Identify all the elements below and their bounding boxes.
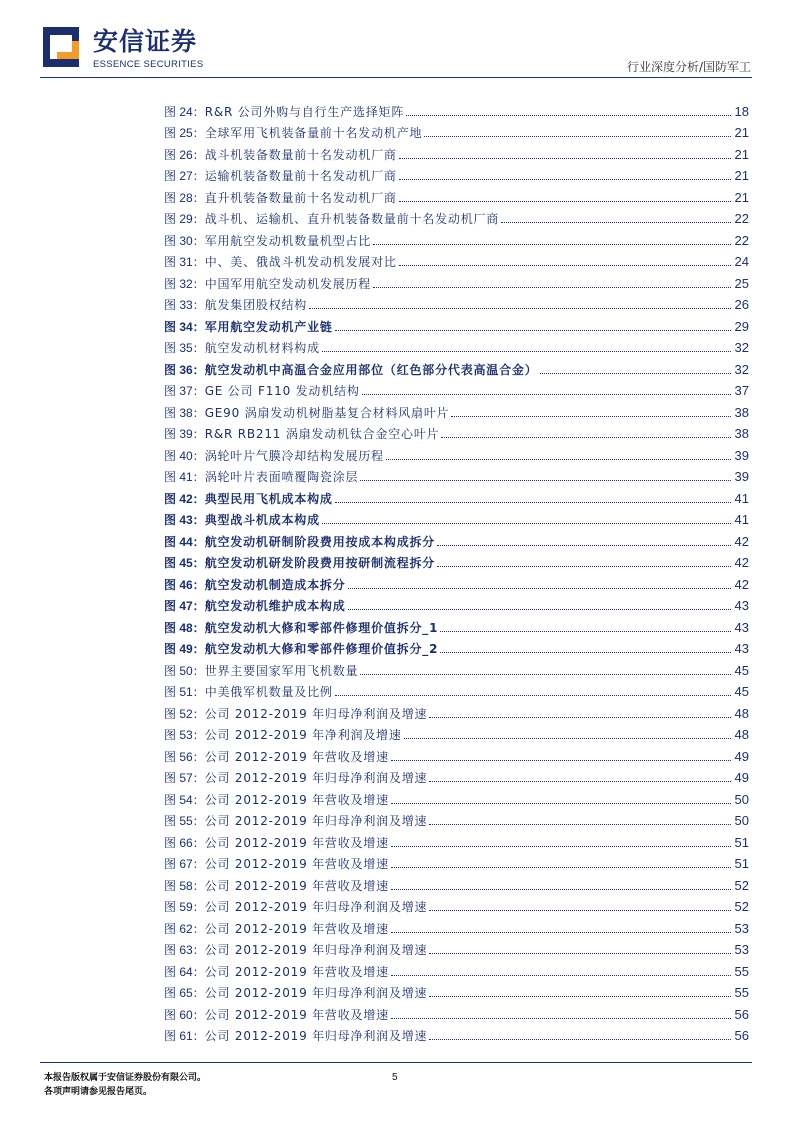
figure-page-number: 25 (734, 275, 749, 291)
figure-number: 图 61： (164, 1029, 205, 1043)
figure-number: 图 51： (164, 685, 205, 699)
figure-page-number: 45 (734, 662, 749, 678)
toc-row[interactable] (164, 269, 749, 291)
figure-page-number: 38 (734, 426, 749, 441)
figure-number: 图 63： (164, 943, 205, 957)
toc-row[interactable] (164, 183, 749, 205)
toc-entry-label (164, 363, 540, 377)
figure-number: 图 26： (164, 147, 205, 162)
figure-number: 图 25： (164, 126, 205, 140)
figure-page-number: 52 (734, 899, 749, 914)
toc-entry-label (164, 685, 335, 699)
footer-divider (40, 1062, 752, 1063)
toc-entry-label (164, 793, 391, 807)
figure-page-number: 18 (734, 103, 749, 119)
figure-page-number: 50 (734, 813, 749, 828)
toc-row[interactable] (164, 334, 749, 356)
toc-row[interactable] (164, 291, 749, 313)
figure-number: 图 54： (164, 792, 205, 807)
figure-page-number: 24 (734, 254, 749, 269)
toc-entry-label (164, 986, 429, 1000)
figure-title: 中美俄军机数量及比例 (204, 685, 333, 699)
figure-title: 航空发动机维护成本构成 (204, 599, 346, 613)
figure-title: 军用航空发动机数量机型占比 (204, 233, 372, 248)
dot-leader (391, 759, 731, 761)
toc-entry-label (164, 513, 322, 527)
figure-title: 公司 2012-2019 年归母净利润及增速 (204, 706, 428, 721)
toc-entry-label (164, 234, 373, 248)
figure-number: 图 35： (164, 341, 205, 355)
figure-number: 图 38： (164, 405, 205, 420)
dot-leader (429, 909, 730, 911)
toc-entry-label (164, 578, 348, 592)
figure-page-number: 53 (734, 920, 749, 936)
figure-title: 运输机装备数量前十名发动机厂商 (204, 169, 397, 183)
toc-entry-label (164, 191, 399, 205)
figure-number: 图 34： (164, 319, 205, 334)
toc-row[interactable] (164, 850, 749, 872)
dot-leader (399, 200, 731, 202)
toc-row[interactable] (164, 1022, 749, 1044)
figure-page-number: 53 (734, 942, 749, 957)
dot-leader (391, 888, 731, 890)
figure-number: 图 60： (164, 1007, 205, 1022)
figure-page-number: 37 (734, 383, 749, 398)
toc-row[interactable] (164, 140, 749, 162)
figure-title: 典型战斗机成本构成 (204, 513, 320, 527)
figure-title: R&R RB211 涡扇发动机钛合金空心叶片 (204, 427, 440, 441)
figure-page-number: 39 (734, 469, 749, 484)
figure-title: 公司 2012-2019 年营收及增速 (204, 964, 389, 979)
figure-number: 图 32： (164, 276, 205, 291)
figure-title: 航空发动机中高温合金应用部位（红色部分代表高温合金） (204, 362, 538, 377)
dot-leader (429, 780, 730, 782)
toc-row[interactable] (164, 592, 749, 614)
toc-entry-label (164, 449, 386, 463)
toc-entry-label (164, 105, 406, 119)
figure-number: 图 37： (164, 384, 205, 398)
figure-title: 航空发动机大修和零部件修理价值拆分_1 (204, 620, 439, 635)
dot-leader (437, 565, 730, 567)
toc-entry-label (164, 470, 360, 484)
figure-index-list (164, 97, 749, 1043)
dot-leader (404, 737, 731, 739)
toc-entry-label (164, 148, 399, 162)
toc-entry-label (164, 642, 440, 656)
figure-number: 图 28： (164, 190, 205, 205)
figure-title: 公司 2012-2019 年归母净利润及增速 (204, 900, 428, 914)
toc-row[interactable] (164, 377, 749, 399)
figure-number: 图 29： (164, 212, 205, 226)
toc-entry-label (164, 922, 391, 936)
dot-leader (441, 436, 730, 438)
toc-entry-label (164, 836, 391, 850)
toc-row[interactable] (164, 312, 749, 334)
figure-page-number: 51 (734, 834, 749, 850)
brand-name-en: ESSENCE SECURITIES (93, 59, 204, 70)
toc-entry-label (164, 255, 399, 269)
toc-row[interactable] (164, 742, 749, 764)
toc-row[interactable] (164, 248, 749, 270)
dot-leader (373, 243, 730, 245)
toc-row[interactable] (164, 1000, 749, 1022)
page-number: 5 (392, 1072, 398, 1083)
figure-title: 公司 2012-2019 年归母净利润及增速 (204, 814, 428, 828)
dot-leader (348, 608, 731, 610)
figure-number: 图 31： (164, 255, 205, 269)
dot-leader (429, 823, 730, 825)
figure-page-number: 21 (734, 189, 749, 205)
figure-page-number: 32 (734, 340, 749, 355)
report-type: 行业深度分析/国防军工 (626, 60, 751, 74)
figure-number: 图 62： (164, 921, 205, 936)
toc-row[interactable] (164, 893, 749, 915)
dot-leader (335, 694, 731, 696)
figure-number: 图 50： (164, 663, 205, 678)
dot-leader (429, 716, 730, 718)
figure-title: 中国军用航空发动机发展历程 (204, 276, 372, 291)
dot-leader (322, 522, 731, 524)
figure-title: 直升机装备数量前十名发动机厂商 (204, 190, 397, 205)
toc-row[interactable] (164, 914, 749, 936)
figure-page-number: 49 (734, 748, 749, 764)
figure-title: 航发集团股权结构 (204, 298, 308, 312)
figure-page-number: 29 (734, 318, 749, 334)
toc-entry-label (164, 814, 429, 828)
toc-row[interactable] (164, 635, 749, 657)
figure-page-number: 21 (734, 146, 749, 162)
toc-row[interactable] (164, 656, 749, 678)
dot-leader (451, 415, 730, 417)
toc-row[interactable] (164, 979, 749, 1001)
toc-entry-label (164, 169, 399, 183)
figure-title: 公司 2012-2019 年归母净利润及增速 (204, 943, 428, 957)
toc-entry-label (164, 1008, 391, 1022)
figure-title: 公司 2012-2019 年归母净利润及增速 (204, 771, 428, 785)
figure-number: 图 43： (164, 513, 205, 527)
toc-row[interactable] (164, 613, 749, 635)
figure-page-number: 56 (734, 1028, 749, 1043)
figure-page-number: 38 (734, 404, 749, 420)
dot-leader (399, 264, 731, 266)
toc-row[interactable] (164, 828, 749, 850)
copyright-notice: 本报告版权属于安信证券股份有限公司。 (44, 1073, 207, 1083)
figure-title: 战斗机、运输机、直升机装备数量前十名发动机厂商 (204, 212, 500, 226)
dot-leader (391, 1017, 731, 1019)
toc-entry-label (164, 965, 391, 979)
figure-page-number: 42 (734, 576, 749, 592)
toc-entry-label (164, 298, 309, 312)
figure-number: 图 59： (164, 900, 205, 914)
figure-page-number: 21 (734, 125, 749, 140)
dot-leader (406, 114, 730, 116)
figure-page-number: 48 (734, 705, 749, 721)
toc-entry-label (164, 771, 429, 785)
figure-page-number: 55 (734, 963, 749, 979)
dot-leader (391, 974, 731, 976)
figure-number: 图 24： (164, 104, 205, 119)
figure-title: 公司 2012-2019 年营收及增速 (204, 835, 389, 850)
toc-row[interactable] (164, 936, 749, 958)
dot-leader (391, 931, 731, 933)
figure-number: 图 53： (164, 728, 205, 742)
toc-entry-label (164, 857, 391, 871)
figure-title: 世界主要国家军用飞机数量 (204, 663, 359, 678)
toc-row[interactable] (164, 764, 749, 786)
figure-number: 图 58： (164, 878, 205, 893)
toc-row[interactable] (164, 226, 749, 248)
toc-entry-label (164, 341, 322, 355)
figure-page-number: 52 (734, 877, 749, 893)
toc-entry-label (164, 277, 373, 291)
dot-leader (322, 350, 731, 352)
toc-row[interactable] (164, 162, 749, 184)
figure-title: 公司 2012-2019 年营收及增速 (204, 749, 389, 764)
toc-row[interactable] (164, 871, 749, 893)
toc-row[interactable] (164, 355, 749, 377)
page-header (0, 0, 793, 80)
toc-entry-label (164, 599, 348, 613)
toc-row[interactable] (164, 678, 749, 700)
toc-row[interactable] (164, 484, 749, 506)
toc-entry-label (164, 707, 429, 721)
header-divider (40, 77, 752, 78)
figure-number: 图 27： (164, 169, 205, 183)
figure-title: 涡轮叶片表面喷覆陶瓷涂层 (204, 470, 359, 484)
figure-title: 航空发动机研制阶段费用按成本构成拆分 (204, 534, 436, 549)
dot-leader (391, 866, 731, 868)
figure-title: 公司 2012-2019 年营收及增速 (204, 1007, 389, 1022)
figure-title: 航空发动机大修和零部件修理价值拆分_2 (204, 642, 439, 656)
dot-leader (437, 544, 730, 546)
figure-number: 图 46： (164, 577, 205, 592)
toc-entry-label (164, 943, 429, 957)
dot-leader (540, 372, 731, 374)
dot-leader (348, 587, 731, 589)
dot-leader (360, 673, 730, 675)
figure-title: 公司 2012-2019 年净利润及增速 (204, 728, 402, 742)
figure-page-number: 22 (734, 211, 749, 226)
toc-row[interactable] (164, 721, 749, 743)
figure-number: 图 67： (164, 857, 205, 871)
figure-page-number: 22 (734, 232, 749, 248)
dot-leader (501, 221, 730, 223)
figure-page-number: 50 (734, 791, 749, 807)
toc-row[interactable] (164, 463, 749, 485)
toc-row[interactable] (164, 785, 749, 807)
figure-number: 图 65： (164, 986, 205, 1000)
toc-entry-label (164, 556, 437, 570)
figure-title: GE90 涡扇发动机树脂基复合材料风扇叶片 (204, 405, 450, 420)
toc-entry-label (164, 126, 424, 140)
figure-number: 图 52： (164, 706, 205, 721)
toc-row[interactable] (164, 570, 749, 592)
toc-row[interactable] (164, 527, 749, 549)
figure-page-number: 48 (734, 727, 749, 742)
figure-title: 军用航空发动机产业链 (204, 319, 333, 334)
disclaimer-notice: 各项声明请参见报告尾页。 (44, 1087, 153, 1097)
dot-leader (391, 845, 731, 847)
toc-entry-label (164, 900, 429, 914)
figure-number: 图 57： (164, 771, 205, 785)
figure-title: 全球军用飞机装备量前十名发动机产地 (204, 126, 423, 140)
dot-leader (373, 286, 730, 288)
figure-title: 航空发动机制造成本拆分 (204, 577, 346, 592)
figure-title: 公司 2012-2019 年营收及增速 (204, 857, 389, 871)
figure-number: 图 48： (164, 620, 205, 635)
figure-title: GE 公司 F110 发动机结构 (204, 384, 360, 398)
figure-page-number: 43 (734, 598, 749, 613)
figure-title: 战斗机装备数量前十名发动机厂商 (204, 147, 397, 162)
toc-entry-label (164, 1029, 429, 1043)
figure-number: 图 41： (164, 470, 205, 484)
dot-leader (440, 651, 730, 653)
figure-number: 图 30： (164, 233, 205, 248)
figure-page-number: 41 (734, 512, 749, 527)
figure-number: 图 33： (164, 298, 205, 312)
dot-leader (399, 178, 731, 180)
toc-row[interactable] (164, 97, 749, 119)
toc-row[interactable] (164, 441, 749, 463)
toc-row[interactable] (164, 549, 749, 571)
essence-logo-icon (43, 27, 79, 67)
dot-leader (360, 479, 730, 481)
toc-entry-label (164, 427, 441, 441)
figure-page-number: 43 (734, 619, 749, 635)
figure-title: 公司 2012-2019 年营收及增速 (204, 792, 389, 807)
toc-entry-label (164, 406, 451, 420)
figure-number: 图 64： (164, 964, 205, 979)
figure-page-number: 41 (734, 490, 749, 506)
figure-number: 图 55： (164, 814, 205, 828)
toc-row[interactable] (164, 699, 749, 721)
figure-page-number: 49 (734, 770, 749, 785)
toc-row[interactable] (164, 398, 749, 420)
figure-page-number: 32 (734, 361, 749, 377)
toc-entry-label (164, 535, 437, 549)
figure-number: 图 42： (164, 491, 205, 506)
toc-entry-label (164, 212, 501, 226)
dot-leader (335, 501, 731, 503)
figure-title: 航空发动机研发阶段费用按研制流程拆分 (204, 556, 436, 570)
figure-page-number: 42 (734, 533, 749, 549)
figure-title: 航空发动机材料构成 (204, 341, 320, 355)
toc-row[interactable] (164, 807, 749, 829)
toc-row[interactable] (164, 506, 749, 528)
figure-number: 图 44： (164, 534, 205, 549)
dot-leader (386, 458, 731, 460)
figure-title: 公司 2012-2019 年营收及增速 (204, 921, 389, 936)
dot-leader (391, 802, 731, 804)
dot-leader (429, 995, 730, 997)
dot-leader (309, 307, 730, 309)
toc-entry-label (164, 621, 440, 635)
dot-leader (429, 1038, 730, 1040)
figure-number: 图 66： (164, 835, 205, 850)
dot-leader (362, 393, 731, 395)
dot-leader (399, 157, 731, 159)
figure-number: 图 40： (164, 448, 205, 463)
figure-page-number: 42 (734, 555, 749, 570)
toc-entry-label (164, 728, 404, 742)
figure-number: 图 49： (164, 642, 205, 656)
figure-title: 公司 2012-2019 年营收及增速 (204, 878, 389, 893)
figure-title: R&R 公司外购与自行生产选择矩阵 (204, 104, 405, 119)
figure-page-number: 45 (734, 684, 749, 699)
dot-leader (429, 952, 730, 954)
figure-title: 中、美、俄战斗机发动机发展对比 (204, 255, 397, 269)
toc-entry-label (164, 879, 391, 893)
dot-leader (424, 135, 730, 137)
toc-entry-label (164, 492, 335, 506)
toc-row[interactable] (164, 420, 749, 442)
figure-number: 图 45： (164, 556, 205, 570)
figure-page-number: 21 (734, 168, 749, 183)
brand-name-cn: 安信证券 (93, 27, 198, 56)
figure-title: 典型民用飞机成本构成 (204, 491, 333, 506)
figure-number: 图 36： (164, 362, 205, 377)
dot-leader (440, 630, 730, 632)
figure-number: 图 39： (164, 427, 205, 441)
figure-title: 公司 2012-2019 年归母净利润及增速 (204, 1029, 428, 1043)
figure-page-number: 43 (734, 641, 749, 656)
figure-number: 图 47： (164, 599, 205, 613)
toc-entry-label (164, 320, 335, 334)
figure-title: 公司 2012-2019 年归母净利润及增速 (204, 986, 428, 1000)
dot-leader (335, 329, 731, 331)
toc-entry-label (164, 750, 391, 764)
toc-row[interactable] (164, 957, 749, 979)
figure-page-number: 26 (734, 297, 749, 312)
toc-row[interactable] (164, 119, 749, 141)
toc-row[interactable] (164, 205, 749, 227)
figure-page-number: 55 (734, 985, 749, 1000)
figure-page-number: 51 (734, 856, 749, 871)
toc-entry-label (164, 384, 362, 398)
figure-page-number: 39 (734, 447, 749, 463)
figure-title: 涡轮叶片气膜冷却结构发展历程 (204, 448, 384, 463)
figure-number: 图 56： (164, 749, 205, 764)
toc-entry-label (164, 664, 360, 678)
footer-notice (44, 1071, 206, 1099)
figure-page-number: 56 (734, 1006, 749, 1022)
